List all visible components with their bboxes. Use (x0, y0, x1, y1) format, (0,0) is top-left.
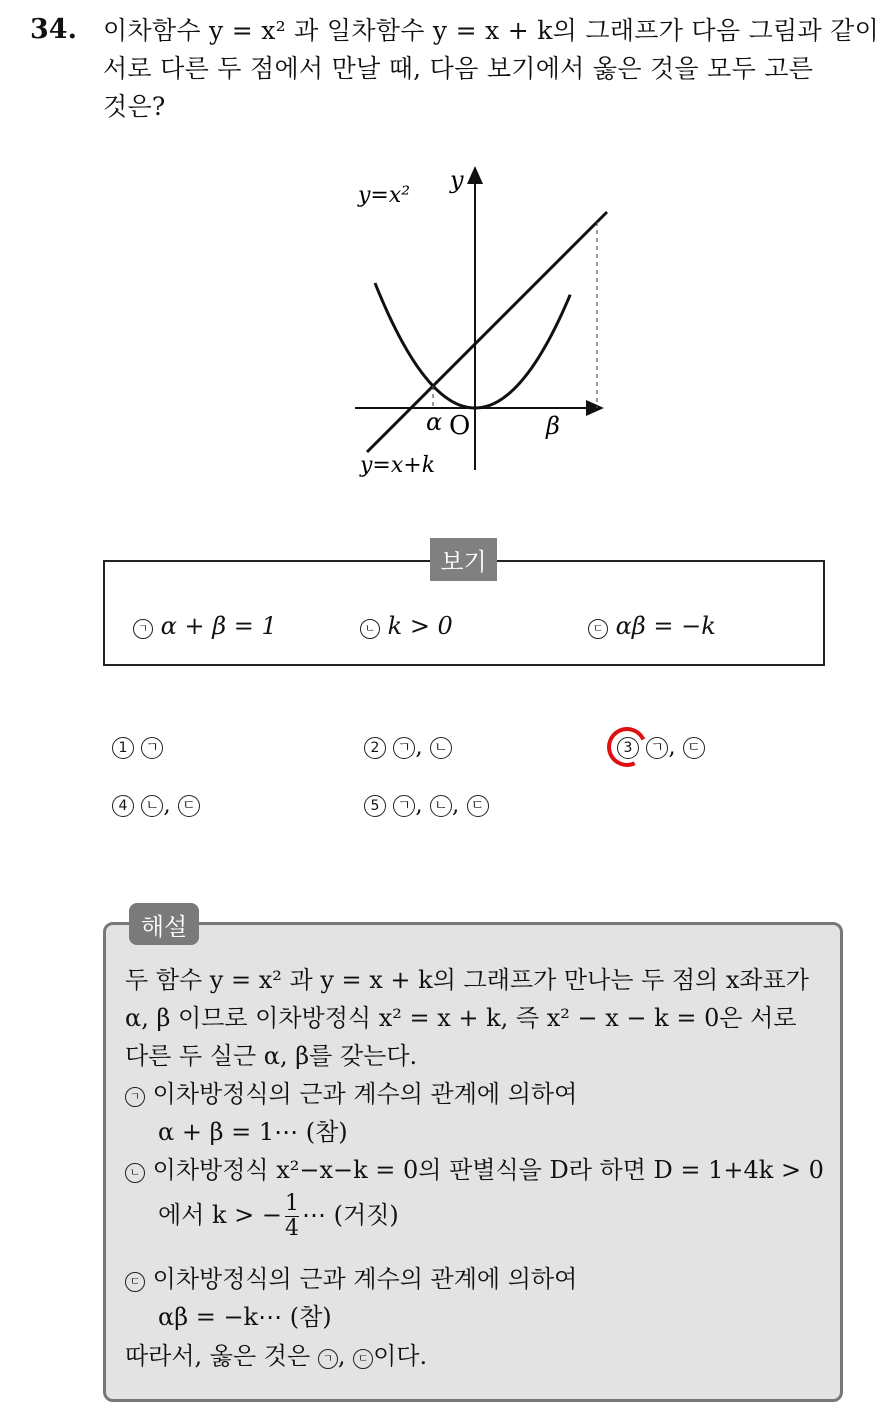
solution-line-7 (158, 1192, 399, 1241)
choice-1[interactable] (112, 734, 163, 760)
solution-line-4 (125, 1074, 577, 1109)
choice-number: 3 (617, 737, 639, 759)
solution-line-10-post: 이다. (373, 1342, 428, 1370)
mark-nieun: ㄴ (360, 619, 380, 639)
choice-mark: ㄴ (141, 795, 163, 817)
bogi-item-3-text: αβ = −k (615, 612, 716, 640)
choice-mark: ㄴ (430, 795, 452, 817)
solution-line-4-text: 이차방정식의 근과 계수의 관계에 의하여 (152, 1080, 578, 1108)
solution-line-8-text: 이차방정식의 근과 계수의 관계에 의하여 (152, 1265, 578, 1293)
beta-label: β (546, 412, 560, 440)
question-line-1: 이차함수 y = x² 과 일차함수 y = x + k의 그래프가 다음 그림과 같이 (103, 16, 880, 45)
choice-mark: ㄱ (393, 737, 415, 759)
origin-label: O (449, 411, 471, 441)
solution-title: 해설 (129, 903, 199, 945)
solution-line-7-pre: 에서 k > − (158, 1201, 283, 1229)
mark-giyeok: ㄱ (133, 619, 153, 639)
solution-line-1: 두 함수 y = x² 과 y = x + k의 그래프가 만나는 두 점의 x좌표가 (125, 966, 809, 994)
question-line-3: 것은? (103, 92, 166, 121)
question-number: 34. (30, 14, 77, 45)
choice-4[interactable]: 4 ㄴ , ㄷ (112, 792, 200, 818)
solution-line-10-pre: 따라서, 옳은 것은 (125, 1342, 311, 1370)
solution-line-3: 다른 두 실근 α, β를 갖는다. (125, 1042, 418, 1070)
mark-giyeok: ㄱ (125, 1087, 145, 1107)
bogi-item-2 (360, 612, 453, 640)
solution-line-2: α, β 이므로 이차방정식 x² = x + k, 즉 x² − x − k = 0은 서로 (125, 1004, 797, 1032)
solution-line-6-text: 이차방정식 x²−x−k = 0의 판별식을 D라 하면 D = 1+4k > 0 (152, 1156, 824, 1184)
choice-mark: ㄱ (646, 737, 668, 759)
separator: , (337, 1342, 346, 1370)
mark-nieun: ㄴ (125, 1163, 145, 1183)
fraction-denominator: 4 (285, 1216, 300, 1241)
mark-giyeok: ㄱ (318, 1349, 338, 1369)
question-text (103, 12, 880, 126)
solution-line-9: αβ = −k⋯ (참) (158, 1303, 332, 1331)
fraction (285, 1192, 299, 1241)
choice-mark: ㄷ (178, 795, 200, 817)
linear-line (367, 212, 607, 452)
choice-mark: ㄱ (393, 795, 415, 817)
bogi-item-2-text: k > 0 (387, 612, 453, 640)
solution-line-10 (125, 1336, 427, 1371)
choice-number: 2 (364, 737, 386, 759)
graph-figure (340, 160, 620, 480)
mark-digeut: ㄷ (125, 1272, 145, 1292)
choice-number: 5 (364, 795, 386, 817)
fraction-numerator: 1 (285, 1191, 300, 1216)
choice-number: 4 (112, 795, 134, 817)
alpha-label: α (426, 408, 443, 436)
choice-5[interactable]: 5 ㄱ , ㄴ , ㄷ (364, 792, 489, 818)
bogi-item-3 (588, 612, 716, 640)
bogi-title: 보기 (430, 538, 497, 581)
choice-3[interactable]: 3 ㄱ , ㄷ (617, 734, 705, 760)
mark-digeut: ㄷ (588, 619, 608, 639)
choice-mark: ㄱ (141, 737, 163, 759)
solution-line-5: α + β = 1⋯ (참) (158, 1118, 348, 1146)
parabola-label: y=x² (358, 183, 411, 208)
solution-line-7-post: ⋯ (거짓) (302, 1201, 399, 1229)
bogi-item-1 (133, 612, 277, 640)
bogi-item-1-text: α + β = 1 (160, 612, 277, 640)
solution-line-8 (125, 1259, 577, 1294)
choice-mark: ㄴ (430, 737, 452, 759)
question-line-2: 서로 다른 두 점에서 만날 때, 다음 보기에서 옳은 것을 모두 고른 (103, 54, 814, 83)
solution-line-6 (125, 1150, 824, 1185)
choice-2[interactable]: 2 ㄱ , ㄴ (364, 734, 452, 760)
choice-mark: ㄷ (467, 795, 489, 817)
y-axis-label: y (450, 166, 464, 194)
line-label: y=x+k (360, 453, 436, 478)
choice-number: 1 (112, 737, 134, 759)
choice-mark: ㄷ (683, 737, 705, 759)
mark-digeut: ㄷ (353, 1349, 373, 1369)
